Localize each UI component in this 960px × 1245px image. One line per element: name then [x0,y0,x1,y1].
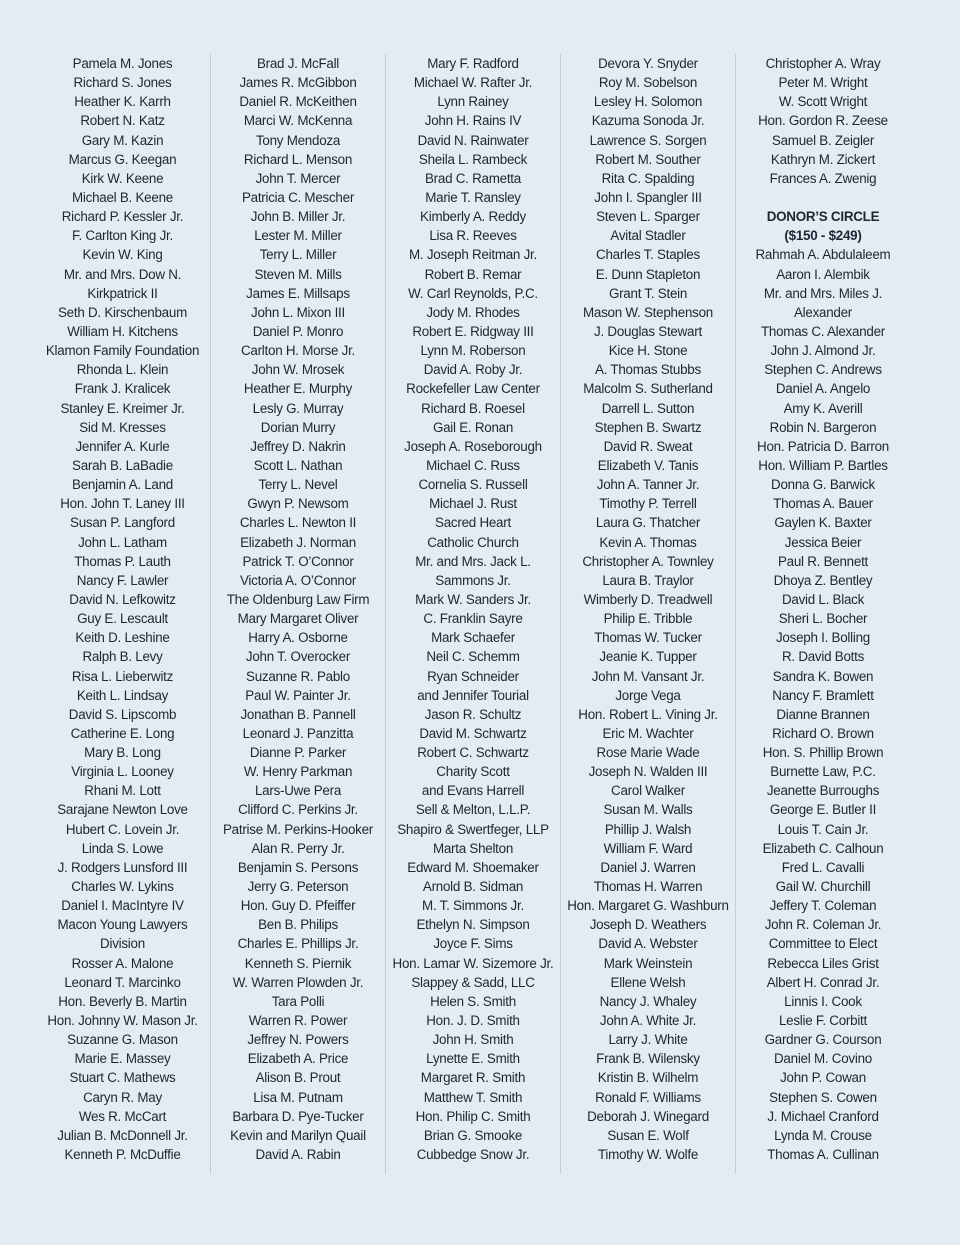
donor-name: Terry L. Nevel [258,477,338,493]
donor-name: Suzanne R. Pablo [246,668,350,684]
donor-name: Charles W. Lykins [71,879,174,895]
donor-name: Susan P. Langford [70,515,175,531]
donor-name: Hon. J. D. Smith [426,1013,520,1029]
donor-name: Amy K. Averill [783,400,863,416]
donor-name: Committee to Elect [768,936,878,952]
donor-name: Nancy F. Bramlett [772,687,874,703]
donor-name: Jason R. Schultz [424,706,522,722]
donor-name: Marta Shelton [432,840,514,856]
donor-name: F. Carlton King Jr. [72,228,173,244]
donor-name: Christopher A. Wray [765,56,881,71]
donor-name: Sheila L. Rambeck [418,151,528,167]
donor-name: Kenneth P. McDuffie [64,1147,181,1163]
donor-name: Slappey & Sadd, LLC [411,974,535,990]
donor-name: Jonathan B. Pannell [240,706,356,722]
donor-name: Kimberly A. Reddy [420,209,526,225]
donor-name: Helen S. Smith [430,993,516,1009]
donor-name: Rahmah A. Abdulaleem [755,247,891,263]
donor-name: John L. Mixon III [251,304,345,320]
donor-name: Joseph I. Bolling [775,630,870,646]
donor-name: Hubert C. Lovein Jr. [65,821,180,837]
donor-name: Klamon Family Foundation [45,343,200,359]
donor-name: Jeanie K. Tupper [599,649,697,665]
donor-name: Clifford C. Perkins Jr. [238,802,358,818]
donor-name: Rockefeller Law Center [406,381,540,397]
donor-name: David A. Roby Jr. [423,362,523,378]
donor-name: Neil C. Schemm [426,649,520,665]
donor-name: Lisa M. Putnam [253,1089,343,1105]
donor-name: Joseph D. Weathers [589,917,707,933]
donor-name: Stephen C. Andrews [764,362,882,378]
donor-name: Gwyn P. Newsom [247,496,349,512]
donor-name: Fred L. Cavalli [781,859,865,875]
donor-name: Kristin B. Wilhelm [597,1070,699,1086]
donor-name: Kirkpatrick II [87,285,158,301]
donor-name: Susan E. Wolf [607,1127,689,1143]
donor-name: David A. Rabin [255,1147,341,1163]
donor-name: Wimberly D. Treadwell [583,591,713,607]
donor-name: Scott L. Nathan [253,457,343,473]
donor-name: Kazuma Sonoda Jr. [591,113,705,129]
donor-name: Rhani M. Lott [84,783,161,799]
donor-name: W. Henry Parkman [243,764,353,780]
donor-name: Barbara D. Pye-Tucker [232,1108,364,1124]
donor-name: Jody M. Rhodes [426,304,520,320]
donor-name: A. Thomas Stubbs [595,362,701,378]
donor-name: Richard B. Roesel [421,400,525,416]
donor-name: Dorian Murry [260,419,336,435]
donor-name: David R. Sweat [603,438,693,454]
donor-name: Kathryn M. Zickert [770,151,876,167]
donor-name: Keith L. Lindsay [76,687,169,703]
donor-name: Rita C. Spalding [601,170,695,186]
donor-name: Lawrence S. Sorgen [589,132,707,148]
donor-name: Matthew T. Smith [423,1089,523,1105]
donor-name: Lynette E. Smith [426,1051,520,1067]
donor-name: Hon. Patricia D. Barron [757,438,889,454]
donor-name: Alan R. Perry Jr. [251,840,345,856]
section-heading: DONOR’S CIRCLE [766,209,880,225]
donor-name: Seth D. Kirschenbaum [58,304,187,320]
donor-name: Cubbedge Snow Jr. [416,1147,530,1163]
donor-name: Charles T. Staples [596,247,700,263]
donor-name: M. T. Simmons Jr. [422,898,524,914]
donor-name: Daniel P. Monro [252,323,344,339]
donor-name: Stephen S. Cowen [769,1089,877,1105]
donor-name: Benjamin A. Land [72,477,173,493]
donor-name: Warren R. Power [248,1013,348,1029]
donor-name: Sid M. Kresses [79,419,166,435]
donor-name: Marie E. Massey [74,1051,171,1067]
donor-column-4 [560,54,735,1174]
donor-column-2 [210,54,385,1174]
donor-name: Nancy F. Lawler [76,572,169,588]
donor-name: Leonard J. Panzitta [242,725,354,741]
donor-name: and Evans Harrell [421,783,525,799]
donor-name: Mark Schaefer [431,630,515,646]
donor-name: Alison B. Prout [255,1070,341,1086]
donor-name: Nancy J. Whaley [599,993,697,1009]
donor-name: Malcolm S. Sutherland [583,381,713,397]
donor-name: Devora Y. Snyder [598,56,698,71]
donor-name: Robert M. Souther [595,151,701,167]
donor-name: John A. Tanner Jr. [596,477,700,493]
donor-name: Elizabeth C. Calhoun [762,840,884,856]
donor-name: Hon. John T. Laney III [60,496,185,512]
donor-name: David M. Schwartz [419,725,527,741]
donor-name: Michael B. Keene [72,189,173,205]
donor-name: John H. Smith [432,1032,514,1048]
donor-name: Patrick T. O’Connor [242,553,354,569]
donor-name: Julian B. McDonnell Jr. [57,1127,188,1143]
donor-name: Marci W. McKenna [243,113,353,129]
donor-name: Benjamin S. Persons [237,859,359,875]
donor-name: Ryan Schneider [427,668,519,684]
donor-name: Charles L. Newton II [239,515,357,531]
donor-name: Rhonda L. Klein [76,362,169,378]
donor-name: Kevin A. Thomas [599,534,697,550]
donor-name: Cornelia S. Russell [418,477,528,493]
donor-name: Sarah B. LaBadie [72,457,173,473]
section-heading: ($150 - $249) [784,228,862,244]
donor-name: Thomas H. Warren [593,879,703,895]
donor-name: Leslie F. Corbitt [778,1013,868,1029]
donor-name: Daniel J. Warren [600,859,696,875]
donor-name: Dianne Brannen [776,706,870,722]
donor-name: Mark Weinstein [603,955,693,971]
donor-name: Charity Scott [436,764,510,780]
donor-name: Carlton H. Morse Jr. [240,343,356,359]
donor-name: W. Scott Wright [778,94,868,110]
donor-name: Donna G. Barwick [771,477,875,493]
donor-name: Frank B. Wilensky [596,1051,700,1067]
donor-name: Heather K. Karrh [74,94,171,110]
donor-name: Edward M. Shoemaker [407,859,539,875]
donor-name: Michael W. Rafter Jr. [413,75,533,91]
donor-name: Leonard T. Marcinko [64,974,181,990]
donor-name: Harry A. Osborne [248,630,348,646]
donor-name: Elizabeth V. Tanis [597,457,699,473]
donor-name: Brad C. Rametta [425,170,521,186]
donor-name: E. Dunn Stapleton [595,266,701,282]
donor-name: Hon. Johnny W. Mason Jr. [47,1013,198,1029]
donor-name: Rosser A. Malone [71,955,174,971]
donor-name: Hon. Margaret G. Washburn [567,898,729,914]
donor-name: Caryn R. May [83,1089,162,1105]
donor-name: Steven L. Sparger [596,209,700,225]
donor-name: Charles E. Phillips Jr. [237,936,359,952]
donor-name: Mary F. Radford [427,56,519,71]
donor-name: Lisa R. Reeves [429,228,517,244]
donor-name: Stuart C. Mathews [69,1070,176,1086]
donor-name: Mark W. Sanders Jr. [415,591,531,607]
donor-name: Hon. William P. Bartles [758,457,888,473]
donor-name: Gardner G. Courson [764,1032,882,1048]
donor-name: Kenneth S. Piernik [244,955,352,971]
donor-name: Paul W. Painter Jr. [245,687,351,703]
donor-name: Lynda M. Crouse [774,1127,872,1143]
donor-name: Marie T. Ransley [425,189,521,205]
donor-name: J. Michael Cranford [767,1108,879,1124]
donor-name: Victoria A. O’Connor [239,572,357,588]
donor-name: Macon Young Lawyers [57,917,188,933]
donor-column-1 [35,54,210,1174]
donor-name: Dhoya Z. Bentley [773,572,873,588]
donor-name: Philip E. Tribble [603,611,693,627]
donor-name: Terry L. Miller [259,247,337,263]
donor-name: Robert E. Ridgway III [412,323,534,339]
donor-name: Catherine E. Long [70,725,175,741]
donor-name: Joseph N. Walden III [588,764,708,780]
donor-name: Darrell L. Sutton [601,400,695,416]
donor-name: Roy M. Sobelson [598,75,698,91]
donor-name: Gaylen K. Baxter [774,515,872,531]
donor-name: Gary M. Kazin [81,132,164,148]
donor-name: Richard P. Kessler Jr. [61,209,184,225]
donor-name: Hon. Gordon R. Zeese [758,113,888,129]
donor-name: Guy E. Lescault [77,611,168,627]
donor-name: John W. Mrosek [251,362,345,378]
donor-name: Louis T. Cain Jr. [777,821,869,837]
donor-name: David S. Lipscomb [68,706,177,722]
donor-name: Richard O. Brown [772,725,874,741]
donor-name: Steven M. Mills [254,266,342,282]
donor-name: Suzanne G. Mason [67,1032,178,1048]
donor-name: Peter M. Wright [778,75,868,91]
donor-name: John B. Miller Jr. [250,209,346,225]
donor-name: Kice H. Stone [608,343,688,359]
donor-name: and Jennifer Tourial [417,687,529,703]
donor-column-3 [385,54,560,1174]
donor-name: Alexander [793,304,853,320]
donor-name: Joseph A. Roseborough [404,438,542,454]
donor-name: C. Franklin Sayre [423,611,523,627]
donor-name: John H. Rains IV [424,113,522,129]
donor-name: Lynn Rainey [437,94,509,110]
donor-name: Thomas P. Lauth [74,553,171,569]
donor-name: Ronald F. Williams [595,1089,701,1105]
donor-name: Laura B. Traylor [602,572,694,588]
donor-name: Tara Polli [271,993,325,1009]
donor-name: Keith D. Leshine [75,630,170,646]
donor-name: Sarajane Newton Love [57,802,188,818]
donor-name: Marcus G. Keegan [68,151,177,167]
donor-columns [35,54,910,1174]
donor-name: David N. Lefkowitz [69,591,176,607]
donor-name: Mason W. Stephenson [583,304,713,320]
donor-name: Sandra K. Bowen [772,668,874,684]
donor-name: W. Warren Plowden Jr. [232,974,364,990]
donor-name: Richard S. Jones [73,75,172,91]
donor-name: Linnis I. Cook [784,993,862,1009]
donor-name: Tony Mendoza [255,132,341,148]
donor-name: The Oldenburg Law Firm [226,591,370,607]
donor-name: Patricia C. Mescher [241,189,355,205]
donor-name: Albert H. Conrad Jr. [766,974,880,990]
donor-name: Rebecca Liles Grist [767,955,879,971]
donor-name: Burnette Law, P.C. [770,764,876,780]
donor-name: John L. Latham [78,534,167,550]
donor-name: George E. Butler II [769,802,877,818]
donor-name: Thomas A. Bauer [773,496,873,512]
donor-name: Gail E. Ronan [432,419,514,435]
donor-name: Timothy P. Terrell [599,496,697,512]
donor-name: Christopher A. Townley [582,553,714,569]
donor-name: Stephen B. Swartz [594,419,702,435]
donor-name: David L. Black [781,591,865,607]
donor-name: Arnold B. Sidman [422,879,524,895]
donor-name: W. Carl Reynolds, P.C. [408,285,538,301]
donor-name: Richard L. Menson [243,151,353,167]
donor-name: Ellene Welsh [610,974,686,990]
donor-name: Brad J. McFall [256,56,340,71]
donor-name: Lesley H. Solomon [593,94,703,110]
donor-name: Hon. Philip C. Smith [415,1108,531,1124]
donor-name: Robert N. Katz [80,113,165,129]
donor-name: Mary B. Long [84,745,161,761]
donor-name: Hon. Robert L. Vining Jr. [578,706,718,722]
donor-name: Brian G. Smooke [423,1127,523,1143]
donor-name: Daniel R. McKeithen [239,94,357,110]
donor-name: Gail W. Churchill [775,879,871,895]
donor-name: Sammons Jr. [435,572,511,588]
donor-name: Phillip J. Walsh [604,821,692,837]
donor-name: Jorge Vega [615,687,681,703]
donor-name: Virginia L. Looney [71,764,174,780]
donor-name: Lesly G. Murray [252,400,344,416]
spacer [736,188,910,207]
donor-name: M. Joseph Reitman Jr. [409,247,537,263]
donor-name: William F. Ward [603,840,693,856]
donor-name: Lynn M. Roberson [420,343,526,359]
donor-name: Patrise M. Perkins-Hooker [222,821,374,837]
donor-name: John I. Spangler III [594,189,702,205]
donor-name: R. David Botts [781,649,865,665]
donor-name: John T. Mercer [255,170,341,186]
donor-name: Elizabeth J. Norman [240,534,356,550]
donor-name: Kevin and Marilyn Quail [230,1127,366,1143]
donor-name: Timothy W. Wolfe [597,1147,699,1163]
donor-name: Jeanette Burroughs [766,783,880,799]
donor-name: David N. Rainwater [417,132,529,148]
donor-name: Wes R. McCart [78,1108,167,1124]
donor-name: Deborah J. Winegard [587,1108,709,1124]
donor-name: Thomas A. Cullinan [767,1147,879,1163]
donor-name: David A. Webster [598,936,698,952]
donor-name: Avital Stadler [610,228,686,244]
donor-name: Ethelyn N. Simpson [416,917,530,933]
donor-name: Jeffrey N. Powers [247,1032,349,1048]
donor-name: Hon. Guy D. Pfeiffer [240,898,356,914]
donor-name: John J. Almond Jr. [770,343,876,359]
donor-name: Daniel A. Angelo [775,381,871,397]
donor-name: Sell & Melton, L.L.P. [415,802,531,818]
donor-name: Stanley E. Kreimer Jr. [60,400,185,416]
donor-name: Larry J. White [608,1032,688,1048]
donor-name: J. Douglas Stewart [594,323,702,339]
donor-name: Sacred Heart [435,515,511,531]
donor-name: Sheri L. Bocher [778,611,868,627]
donor-name: John A. White Jr. [599,1013,697,1029]
donor-name: John M. Vansant Jr. [591,668,705,684]
donor-name: Jerry G. Peterson [247,879,349,895]
donor-name: Susan M. Walls [603,802,693,818]
donor-name: Robin N. Bargeron [769,419,877,435]
donor-name: Hon. Beverly B. Martin [58,993,187,1009]
donor-name: Robert B. Remar [424,266,522,282]
donor-name: Pamela M. Jones [72,56,173,71]
donor-name: Heather E. Murphy [243,381,353,397]
donor-name: Risa L. Lieberwitz [71,668,174,684]
donor-name: Mr. and Mrs. Jack L. [415,553,531,569]
donor-name: John P. Cowan [780,1070,866,1086]
donor-column-5 [735,54,910,1174]
donor-name: Kevin W. King [82,247,163,263]
donor-name: James E. Millsaps [246,285,350,301]
donor-name: Linda S. Lowe [81,840,164,856]
donor-name: Grant T. Stein [608,285,688,301]
donor-name: Aaron I. Alembik [776,266,870,282]
donor-name: John R. Coleman Jr. [764,917,882,933]
donor-name: Thomas C. Alexander [760,323,885,339]
donor-name: John T. Overocker [245,649,351,665]
donor-name: Hon. S. Phillip Brown [762,745,884,761]
donor-name: Lars-Uwe Pera [254,783,342,799]
donor-name: Frank J. Kralicek [74,381,171,397]
donor-name: Lester M. Miller [254,228,342,244]
donor-name: Hon. Lamar W. Sizemore Jr. [392,955,554,971]
donor-name: Eric M. Wachter [602,725,694,741]
donor-name: Thomas W. Tucker [594,630,702,646]
donor-name: Mr. and Mrs. Dow N. [63,266,182,282]
donor-name: William H. Kitchens [67,323,178,339]
donor-name: J. Rodgers Lunsford III [57,859,188,875]
donor-name: Laura G. Thatcher [595,515,701,531]
donor-name: Michael J. Rust [429,496,517,512]
donor-name: Kirk W. Keene [81,170,164,186]
donor-name: Division [100,936,145,952]
donor-name: Samuel B. Zeigler [771,132,875,148]
donor-name: James R. McGibbon [239,75,357,91]
donor-name: Daniel I. MacIntyre IV [61,898,184,914]
donor-name: Jennifer A. Kurle [75,438,170,454]
donor-name: Carol Walker [611,783,685,799]
donor-name: Rose Marie Wade [596,745,700,761]
donor-name: Jeffrey D. Nakrin [250,438,346,454]
donor-name: Dianne P. Parker [249,745,347,761]
donor-name: Ralph B. Levy [82,649,163,665]
donor-name: Michael C. Russ [426,457,520,473]
donor-name: Elizabeth A. Price [247,1051,349,1067]
donor-name: Shapiro & Swertfeger, LLP [397,821,549,837]
donor-name: Frances A. Zwenig [769,170,877,186]
donor-name: Jeffery T. Coleman [769,898,877,914]
donor-name: Catholic Church [427,534,519,550]
donor-name: Daniel M. Covino [774,1051,872,1067]
donor-name: Joyce F. Sims [433,936,513,952]
donor-name: Jessica Beier [784,534,862,550]
donor-name: Mr. and Mrs. Miles J. [763,285,883,301]
donor-name: Paul R. Bennett [777,553,869,569]
donor-name: Mary Margaret Oliver [237,611,359,627]
donor-name: Ben B. Philips [258,917,338,933]
donor-name: Margaret R. Smith [420,1070,526,1086]
donor-name: Robert C. Schwartz [417,745,529,761]
